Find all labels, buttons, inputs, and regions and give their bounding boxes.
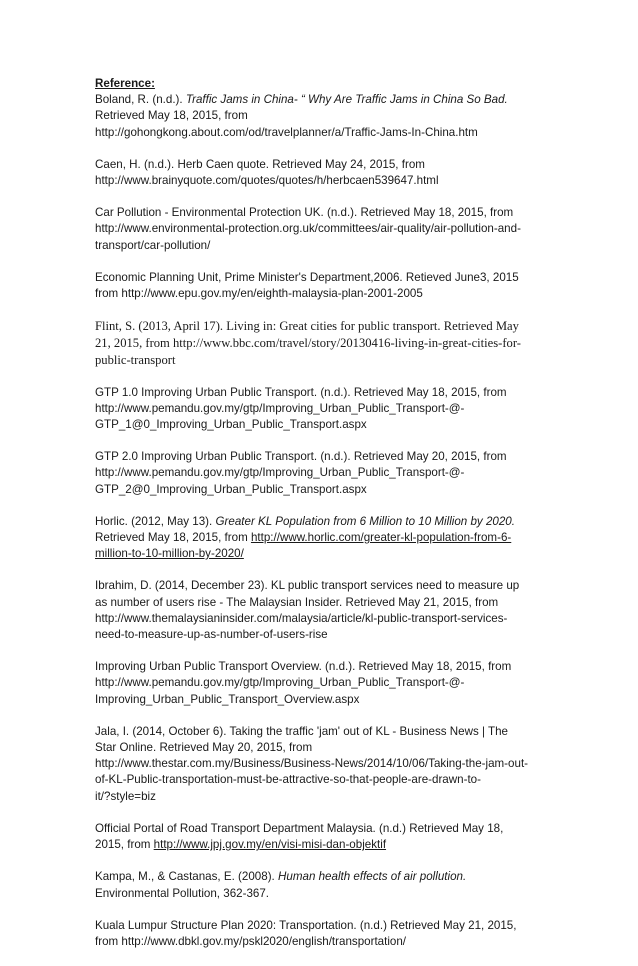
reference-gtp1 bbox=[95, 385, 543, 434]
ref-url[interactable]: 21, 2015, from http://www.bbc.com/travel/story/20130416-living-in-great-cities-for- bbox=[95, 336, 521, 351]
ref-citation: Improving Urban Public Transport Overview. (n.d.). Retrieved May 18, 2015, from bbox=[95, 660, 512, 674]
reference-ibrahim bbox=[95, 578, 543, 643]
ref-retrieved: Retrieved May 18, 2015, from bbox=[95, 531, 251, 545]
ref-url-cont[interactable]: need-to-measure-up-as-number-of-users-rise bbox=[95, 628, 328, 642]
reference-caen bbox=[95, 157, 543, 189]
ref-title: Greater KL Population from 6 Million to 10 Million by 2020. bbox=[215, 514, 515, 528]
ref-citation: Ibrahim, D. (2014, December 23). KL public transport services need to measure up bbox=[95, 579, 520, 593]
ref-url[interactable]: http://www.pemandu.gov.my/gtp/Improving_Urban_Public_Transport-@- bbox=[95, 401, 465, 415]
reference-gtp2 bbox=[95, 449, 543, 498]
ref-citation: Jala, I. (2014, October 6). Taking the traffic 'jam' out of KL - Business News | The bbox=[95, 724, 508, 738]
ref-title: Traffic Jams in China- “ Why Are Traffic Jams in China So Bad. bbox=[185, 93, 508, 107]
ref-url-cont[interactable]: public-transport bbox=[95, 352, 176, 367]
ref-url[interactable]: http://www.environmental-protection.org.uk/committees/air-quality/air-pollution-and- bbox=[95, 222, 521, 236]
ref-url-end[interactable]: it/?style=biz bbox=[95, 789, 156, 803]
ref-url[interactable]: http://www.pemandu.gov.my/gtp/Improving_Urban_Public_Transport-@- bbox=[95, 466, 465, 480]
ref-retrieved: 2015, from bbox=[95, 838, 154, 852]
reference-overview bbox=[95, 659, 543, 708]
reference-heading: Reference: bbox=[95, 77, 155, 90]
ref-citation-cont: Star Online. Retrieved May 20, 2015, from bbox=[95, 741, 313, 755]
ref-author: Kampa, M., & Castanas, E. (2008). bbox=[95, 870, 279, 884]
ref-citation: Flint, S. (2013, April 17). Living in: Great cities for public transport. Retrieved May bbox=[95, 319, 519, 334]
reference-epu bbox=[95, 270, 543, 302]
ref-link[interactable]: http://www.horlic.com/greater-kl-population-from-6- bbox=[250, 531, 512, 545]
ref-citation-cont: as number of users rise - The Malaysian Insider. Retrieved May 21, 2015, from bbox=[95, 595, 499, 609]
ref-url[interactable]: http://www.thestar.com.my/Business/Business-News/2014/10/06/Taking-the-jam-out- bbox=[95, 757, 529, 771]
ref-citation: GTP 1.0 Improving Urban Public Transport. (n.d.). Retrieved May 18, 2015, from bbox=[95, 385, 507, 399]
ref-url-cont[interactable]: Improving_Urban_Public_Transport_Overview.aspx bbox=[95, 692, 360, 706]
ref-url[interactable]: http://gohongkong.about.com/od/travelplanner/a/Traffic-Jams-In-China.htm bbox=[95, 125, 478, 139]
ref-citation: Official Portal of Road Transport Department Malaysia. (n.d.) Retrieved May 18, bbox=[95, 821, 504, 835]
ref-citation: GTP 2.0 Improving Urban Public Transport. (n.d.). Retrieved May 20, 2015, from bbox=[95, 450, 507, 464]
ref-retrieved: Retrieved May 18, 2015, from bbox=[95, 109, 248, 123]
ref-citation: Car Pollution - Environmental Protection UK. (n.d.). Retrieved May 18, 2015, from bbox=[95, 206, 514, 220]
ref-link[interactable]: http://www.jpj.gov.my/en/visi-misi-dan-objektif bbox=[153, 838, 387, 852]
reference-kl2020 bbox=[95, 918, 543, 950]
reference-car-pollution bbox=[95, 205, 543, 254]
reference-boland bbox=[95, 92, 543, 141]
reference-page bbox=[95, 76, 543, 966]
ref-author: Horlic. (2012, May 13). bbox=[95, 514, 216, 528]
ref-journal: Environmental Pollution, 362-367. bbox=[95, 886, 270, 900]
reference-kampa bbox=[95, 869, 543, 901]
ref-url[interactable]: http://www.pemandu.gov.my/gtp/Improving_Urban_Public_Transport-@- bbox=[95, 676, 465, 690]
ref-url-cont[interactable]: transport/car-pollution/ bbox=[95, 238, 211, 252]
ref-url[interactable]: http://www.themalaysianinsider.com/malaysia/article/kl-public-transport-services- bbox=[95, 611, 508, 625]
ref-citation: Economic Planning Unit, Prime Minister's Department,2006. Retieved June3, 2015 bbox=[95, 270, 519, 284]
ref-url-cont[interactable]: GTP_2@0_Improving_Urban_Public_Transport.aspx bbox=[95, 482, 367, 496]
ref-title: Human health effects of air pollution. bbox=[278, 870, 467, 884]
ref-citation: Kuala Lumpur Structure Plan 2020: Transportation. (n.d.) Retrieved May 21, 2015, bbox=[95, 918, 517, 932]
ref-url[interactable]: from http://www.dbkl.gov.my/pskl2020/english/transportation/ bbox=[95, 934, 407, 948]
reference-jpj bbox=[95, 821, 543, 853]
ref-url[interactable]: http://www.brainyquote.com/quotes/quotes/h/herbcaen539647.html bbox=[95, 174, 439, 188]
ref-url-cont[interactable]: of-KL-Public-transportation-must-be-attractive-so-that-people-are-drawn-to- bbox=[95, 773, 481, 787]
ref-citation: Caen, H. (n.d.). Herb Caen quote. Retrieved May 24, 2015, from bbox=[95, 157, 425, 171]
ref-url-cont[interactable]: GTP_1@0_Improving_Urban_Public_Transport.aspx bbox=[95, 418, 367, 432]
ref-url[interactable]: from http://www.epu.gov.my/en/eighth-malaysia-plan-2001-2005 bbox=[95, 287, 423, 301]
ref-author: Boland, R. (n.d.). bbox=[95, 93, 186, 107]
ref-link-cont[interactable]: million-to-10-million-by-2020/ bbox=[95, 547, 244, 561]
reference-jala bbox=[95, 724, 543, 805]
reference-horlic bbox=[95, 514, 543, 563]
reference-flint bbox=[95, 318, 543, 368]
